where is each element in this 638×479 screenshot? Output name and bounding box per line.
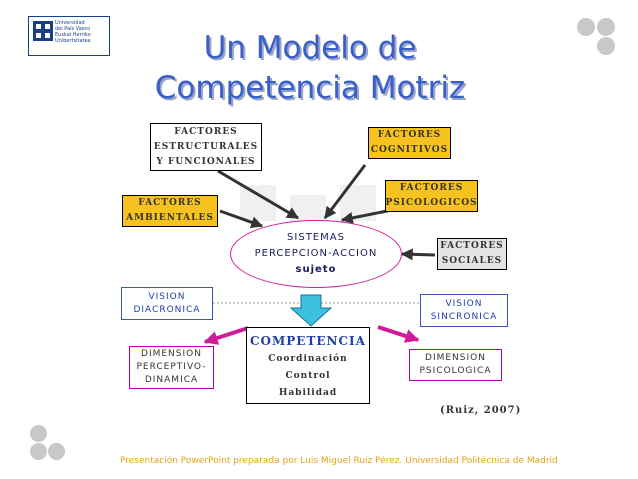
ambientales-line-1: FACTORES [138,198,202,208]
arrow-estructurales [218,171,298,218]
title-line-1: Un Modelo de [203,30,417,66]
competencia-item-coordinacion: Coordinación [268,354,348,364]
competencia-item-control: Control [285,371,331,381]
factores-psicologicos-box [385,180,478,212]
competencia-heading: COMPETENCIA [250,334,366,348]
sistemas-ellipse [230,220,402,288]
factores-ambientales-box [122,195,218,227]
factores-sociales-box [437,238,507,270]
logo-text-3: Euskal Herriko [55,32,91,38]
competencia-box [246,327,370,404]
vision-diacronica-box [121,287,213,320]
sistemas-line-3: sujeto [295,264,337,275]
sistemas-line-2: PERCEPCION-ACCION [254,248,378,259]
perceptivo-line-2: PERCEPTIVO- [136,362,207,372]
arrow-ambientales [220,211,262,226]
footer-credit: Presentación PowerPoint preparada por Luis Miguel Ruiz Pérez. Universidad Politécnica de Madrid [120,456,558,466]
diacronica-line-2: DIACRONICA [133,304,201,315]
logo-text-1: Universidad [55,20,85,26]
vision-sincronica-box [420,294,508,327]
psicologicos-line-1: FACTORES [399,183,464,193]
dimension-perceptivo-box [129,346,214,389]
estructurales-line-1: FACTORES [174,126,238,137]
title-line-2: Competencia Motriz [154,70,466,106]
big-down-arrow [291,295,331,326]
psicologicos-line-2: PSICOLOGICOS [385,198,478,208]
sincronica-line-2: SINCRONICA [430,311,498,322]
sociales-line-1: FACTORES [440,241,504,251]
sistemas-line-1: SISTEMAS [287,232,345,243]
competencia-item-habilidad: Habilidad [278,388,338,398]
dimension-psicologica-box [409,349,502,381]
estructurales-line-2: ESTRUCTURALES [153,141,259,152]
perceptivo-line-1: DIMENSION [141,349,202,359]
arrow-to-perceptivo [205,328,248,342]
factores-cognitivos-box [368,127,451,159]
ambientales-line-2: AMBIENTALES [126,213,214,223]
arrow-to-psicologica [378,327,418,340]
estructurales-line-3: Y FUNCIONALES [156,156,256,167]
logo-text-4: Unibertsitatea [55,38,91,44]
citation: (Ruiz, 2007) [440,405,522,416]
cognitivos-line-1: FACTORES [377,130,442,140]
arrow-sociales [402,254,435,255]
sociales-line-2: SOCIALES [441,256,503,266]
psicologica-line-2: PSICOLOGICA [419,366,492,376]
cognitivos-line-2: COGNITIVOS [370,145,449,155]
factores-estructurales-box [150,123,262,171]
perceptivo-line-3: DINAMICA [144,375,199,385]
psicologica-line-1: DIMENSION [425,353,486,363]
logo-text-2: del País Vasco [55,26,91,32]
arrow-cognitivos [325,165,365,218]
sincronica-line-1: VISION [445,298,483,309]
diacronica-line-1: VISION [148,291,186,302]
